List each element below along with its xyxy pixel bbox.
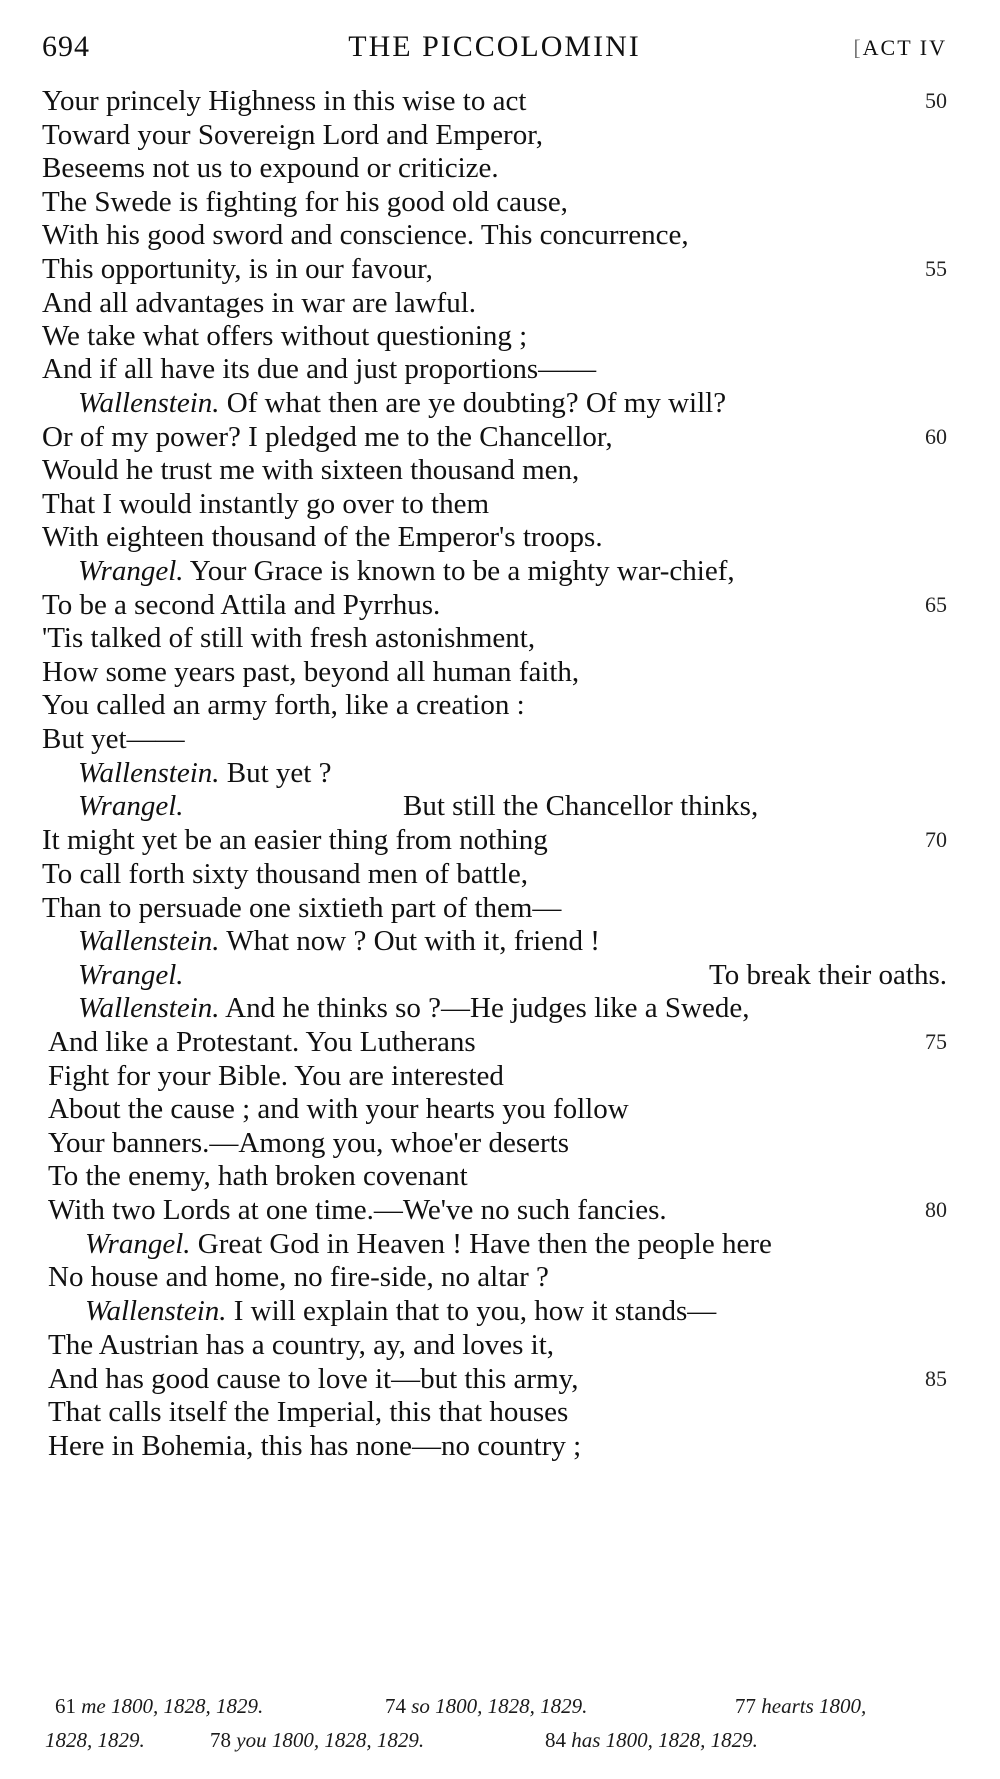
footnote: 78 you 1800, 1828, 1829. [210,1728,425,1752]
speaker-name: Wrangel. [78,959,184,991]
verse-line: Would he trust me with sixteen thousand men, [42,454,580,486]
verse-line: The Swede is fighting for his good old cause, [42,186,568,218]
verse-line: To the enemy, hath broken covenant [48,1160,468,1192]
verse-line: Wallenstein. Of what then are ye doubting? Of my will? [78,387,727,419]
verse-line: To be a second Attila and Pyrrhus. 65 [42,589,947,621]
verse-line: It might yet be an easier thing from nothing 70 [42,824,947,856]
verse-line: And if all have its due and just proportions—— [42,353,597,385]
verse-line: Your banners.—Among you, whoe'er deserts [48,1127,569,1159]
speaker-name: Wrangel. [78,790,184,822]
verse-line: And like a Protestant. You Lutherans 75 [48,1026,947,1058]
verse-line: And all advantages in war are lawful. [42,287,477,319]
act-text: ACT IV [862,35,947,60]
verse-line: The Austrian has a country, ay, and loves it, [48,1329,555,1361]
verse-line: And has good cause to love it—but this army, 85 [48,1363,947,1395]
speaker-name: Wallenstein. [85,1295,227,1327]
line-number: 65 [925,592,947,617]
verse-line: Wallenstein. I will explain that to you, how it stands— [85,1295,717,1327]
speaker-name: Wrangel. [85,1228,191,1260]
verse-line: That calls itself the Imperial, this that houses [48,1396,569,1428]
line-number: 60 [925,424,947,449]
line-number: 75 [925,1029,947,1054]
page-header [42,30,947,70]
speaker-name: Wrangel. [78,555,184,587]
verse-line: With his good sword and conscience. This concurrence, [42,219,689,251]
verse-line: Toward your Sovereign Lord and Emperor, [42,119,543,151]
verse-line: We take what offers without questioning ; [42,320,528,352]
verse-line: You called an army forth, like a creation : [42,689,525,721]
line-number: 55 [925,256,947,281]
speaker-name: Wallenstein. [78,757,220,789]
verse-line: Wrangel. Your Grace is known to be a mighty war-chief, [78,555,735,587]
verse-line: But yet—— [42,723,185,755]
verse-line: Here in Bohemia, this has none—no country ; [48,1430,582,1462]
running-title: THE PICCOLOMINI [348,30,641,63]
act-label [853,35,947,61]
verse-line: Fight for your Bible. You are interested [48,1060,504,1092]
verse-line: That I would instantly go over to them [42,488,490,520]
verse-line: With eighteen thousand of the Emperor's troops. [42,521,603,553]
act-bracket: [ [853,35,863,60]
verse-line: Wallenstein. And he thinks so ?—He judges like a Swede, [78,992,750,1024]
verse-line: Wrangel. To break their oaths. [78,959,947,991]
speaker-name: Wallenstein. [78,925,220,957]
verse-line: Wrangel. Great God in Heaven ! Have then the people here [85,1228,772,1260]
line-number: 70 [925,827,947,852]
verse-line: To call forth sixty thousand men of battle, [42,858,529,890]
verse-line: With two Lords at one time.—We've no such fancies. 80 [48,1194,947,1226]
verse-line: About the cause ; and with your hearts you follow [48,1093,629,1125]
verse-line: Wallenstein. But yet ? [78,757,332,789]
footnote: 77 hearts 1800, [735,1694,867,1718]
footnote-continuation: 1828, 1829. [45,1728,145,1752]
speaker-name: Wallenstein. [78,387,220,419]
line-number: 85 [925,1366,947,1391]
verse-line: No house and home, no fire-side, no altar ? [48,1261,549,1293]
footnote-row [55,1690,955,1722]
verse-line: How some years past, beyond all human faith, [42,656,580,688]
verse-line: Your princely Highness in this wise to act 50 [42,85,947,117]
line-number: 50 [925,88,947,113]
verse-line: Wallenstein. What now ? Out with it, friend ! [78,925,600,957]
verse-line: Or of my power? I pledged me to the Chancellor, 60 [42,421,947,453]
verse-line: This opportunity, is in our favour, 55 [42,253,947,285]
verse-line: Beseems not us to expound or criticize. [42,152,499,184]
verse-line: Wrangel. But still the Chancellor thinks, [78,790,759,822]
speaker-name: Wallenstein. [78,992,220,1024]
footnote: 84 has 1800, 1828, 1829. [545,1728,758,1752]
line-number: 80 [925,1197,947,1222]
footnote: 74 so 1800, 1828, 1829. [385,1694,588,1718]
verse-line: Than to persuade one sixtieth part of them— [42,892,562,924]
footnote: 61 me 1800, 1828, 1829. [55,1694,264,1718]
footnote-row [45,1724,945,1756]
verse-line: 'Tis talked of still with fresh astonishment, [42,622,536,654]
page-number: 694 [42,30,90,63]
